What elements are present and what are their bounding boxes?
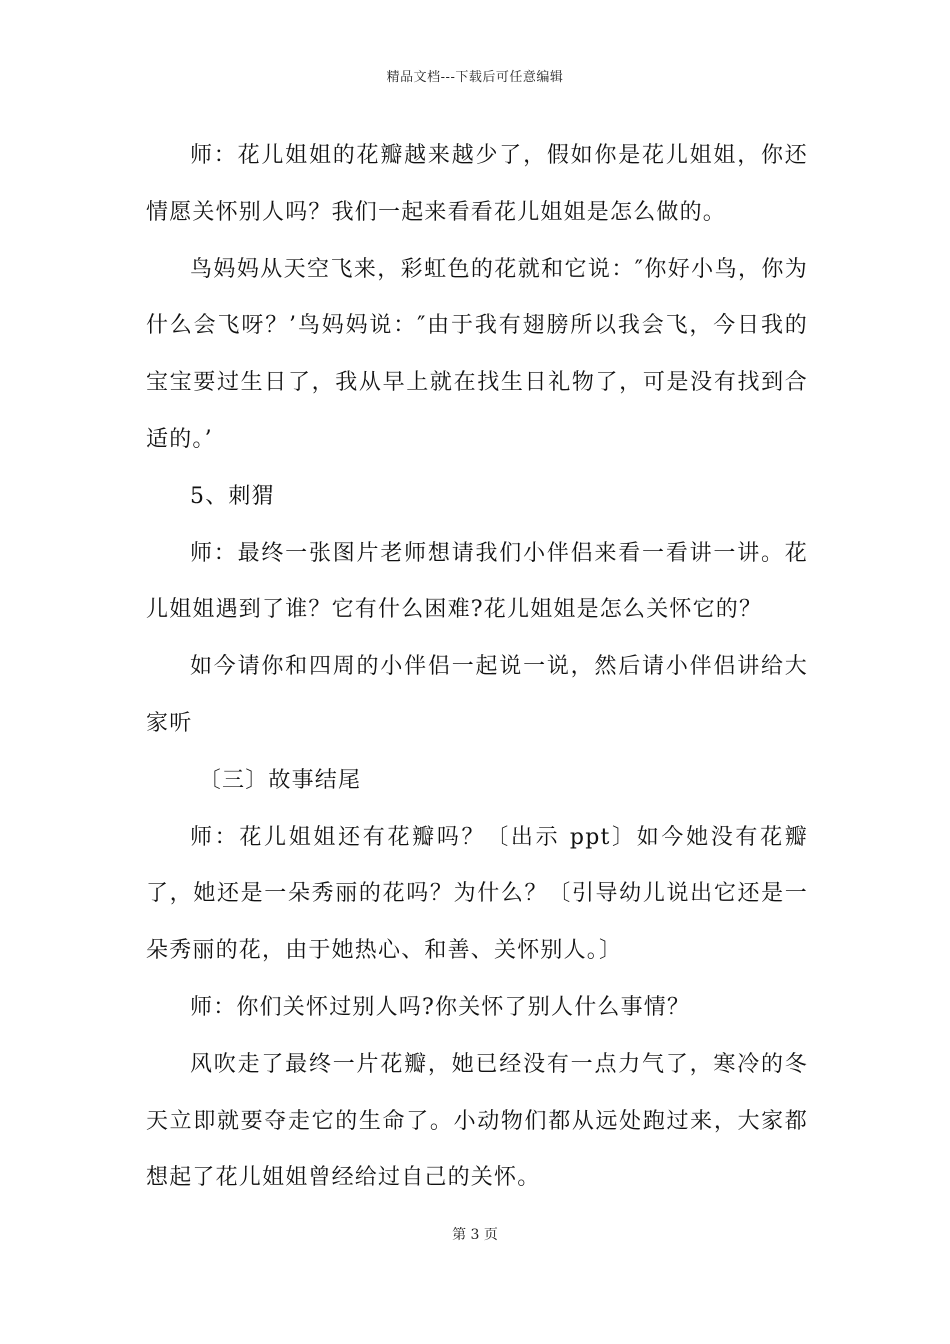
paragraph-3-heading: 5、刺猬 (190, 483, 275, 509)
section-heading: 〔三〕故事结尾 (198, 767, 362, 793)
paragraph-4: 师：最终一张图片老师想请我们小伴侣来看一看讲一讲。花儿姐姐遇到了谁？它有什么困难?花儿姐姐是怎么关怀它的？ (146, 540, 808, 623)
paragraph-2: 鸟妈妈从天空飞来，彩虹色的花就和它说：″你好小鸟，你为什么会飞呀？’鸟妈妈说：″由于我有翅膀所以我会飞，今日我的宝宝要过生日了，我从早上就在找生日礼物了，可是没有找到合适的。’ (146, 256, 808, 452)
paragraph-7: 师：花儿姐姐还有花瓣吗？〔出示 ppt〕如今她没有花瓣了，她还是一朵秀丽的花吗？为什么？〔引导幼儿说出它还是一朵秀丽的花，由于她热心、和善、关怀别人。〕 (146, 824, 808, 964)
paragraph-5: 如今请你和四周的小伴侣一起说一说，然后请小伴侣讲给大家听 (146, 654, 808, 736)
paragraph-1: 师：花儿姐姐的花瓣越来越少了，假如你是花儿姐姐，你还情愿关怀别人吗？我们一起来看看花儿姐姐是怎么做的。 (146, 143, 808, 225)
document-body (146, 128, 808, 1207)
paragraph-9: 风吹走了最终一片花瓣，她已经没有一点力气了，寒冷的冬天立即就要夺走它的生命了。小动物们都从远处跑过来，大家都想起了花儿姐姐曾经给过自己的关怀。 (146, 1051, 808, 1191)
paragraph-8: 师：你们关怀过别人吗?你关怀了别人什么事情？ (190, 994, 691, 1020)
page-number: 第 3 页 (452, 1227, 498, 1243)
page-header: 精品文档---下载后可任意编辑 (386, 70, 564, 85)
